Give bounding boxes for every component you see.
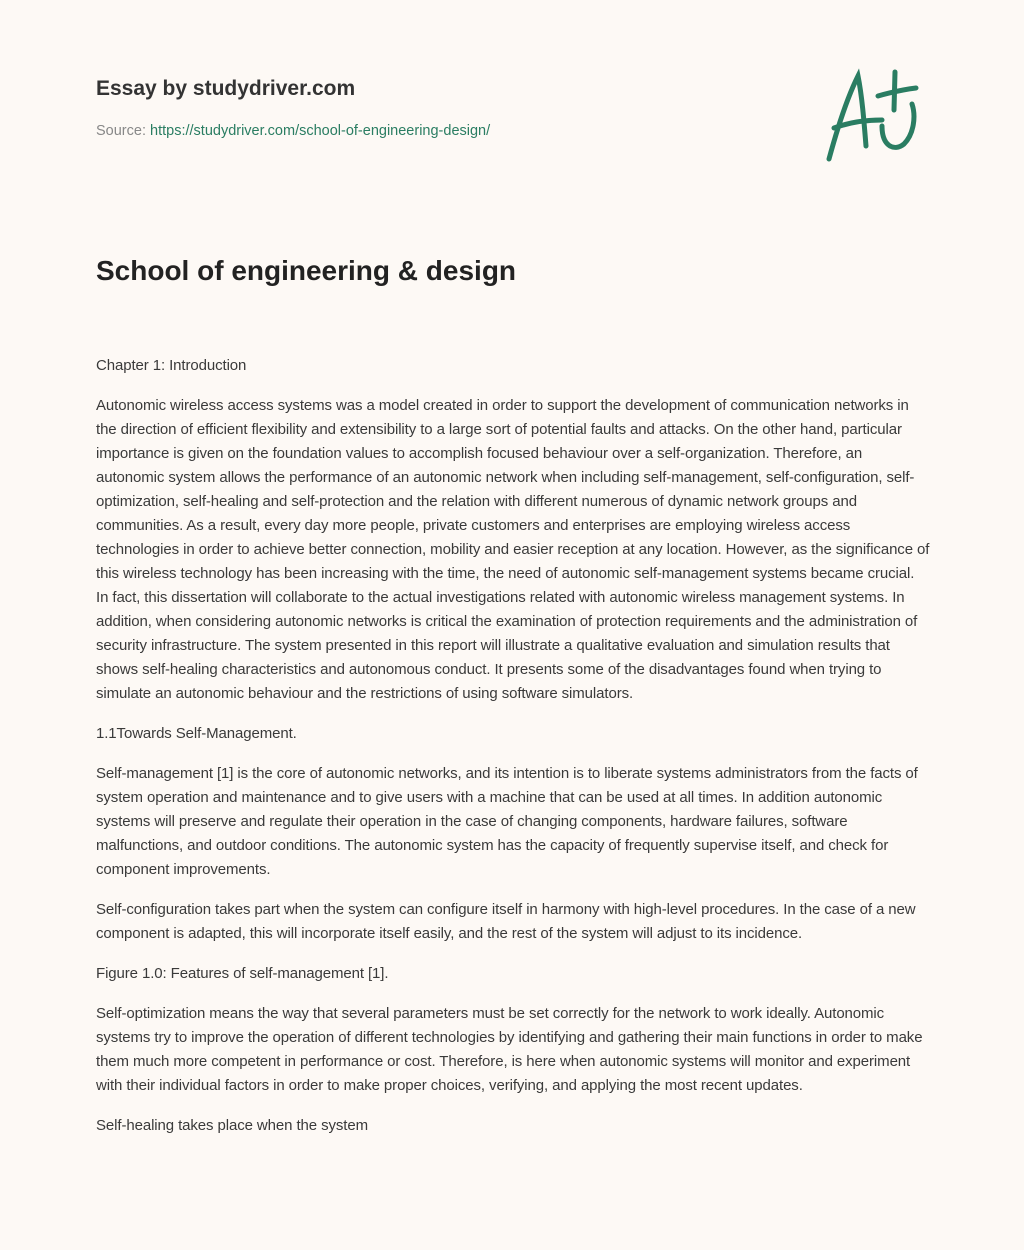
- paragraph: Self-optimization means the way that several parameters must be set correctly for the network to work ideally. Autonomic systems try to improve the operation of different technologies by identifying and gathering their main functions in order to make them much more competent in performance or cost. Therefore, is here when autonomic systems will monitor and experiment with their individual factors in order to make proper choices, verifying, and applying the most recent updates.: [96, 1005, 923, 1094]
- figure-caption: Figure 1.0: Features of self-management [1].: [96, 965, 389, 982]
- section-heading: 1.1Towards Self-Management.: [96, 725, 297, 742]
- essay-body: [96, 354, 930, 1154]
- a-plus-logo: [820, 66, 930, 166]
- source-line: [96, 123, 490, 139]
- paragraph: Self-management [1] is the core of autonomic networks, and its intention is to liberate systems administrators from the facts of system operation and maintenance and to give users with a machine that can be used at all times. In addition autonomic systems will preserve and regulate their operation in the case of changing components, hardware failures, software malfunctions, and outdoor conditions. The autonomic system has the capacity of frequently supervise itself, and check for component improvements.: [96, 765, 918, 878]
- a-plus-logo-icon: [820, 66, 930, 166]
- source-link[interactable]: https://studydriver.com/school-of-engineering-design/: [150, 123, 491, 139]
- paragraph: Autonomic wireless access systems was a model created in order to support the development of communication networks in the direction of efficient flexibility and extensibility to a large sort of potential faults and attacks. On the other hand, particular importance is given on the foundation values to accomplish focused behaviour over a self-organization. Therefore, an autonomic system allows the performance of an autonomic network when including self-management, self-configuration, self-optimization, self-healing and self-protection and the relation with different numerous of dynamic network groups and communities. As a result, every day more people, private customers and enterprises are employing wireless access technologies in order to achieve better connection, mobility and easier reception at any location. However, as the significance of this wireless technology has been increasing with the time, the need of autonomic self-management systems became crucial. In fact, this dissertation will collaborate to the actual investigations related with autonomic wireless management systems. In addition, when considering autonomic networks is critical the examination of protection requirements and the administration of security infrastructure. The system presented in this report will illustrate a qualitative evaluation and simulation results that shows self-healing characteristics and autonomous conduct. It presents some of the disadvantages found when trying to simulate an autonomic behaviour and the restrictions of using software simulators.: [96, 397, 930, 702]
- page-title: School of engineering & design: [96, 255, 517, 286]
- source-label: Source:: [96, 123, 146, 139]
- chapter-heading: Chapter 1: Introduction: [96, 357, 247, 374]
- paragraph: Self-configuration takes part when the system can configure itself in harmony with high-level procedures. In the case of a new component is adapted, this will incorporate itself easily, and the rest of the system will adjust to its incidence.: [96, 901, 916, 942]
- site-title: Essay by studydriver.com: [96, 77, 356, 100]
- paragraph: Self-healing takes place when the system: [96, 1117, 368, 1134]
